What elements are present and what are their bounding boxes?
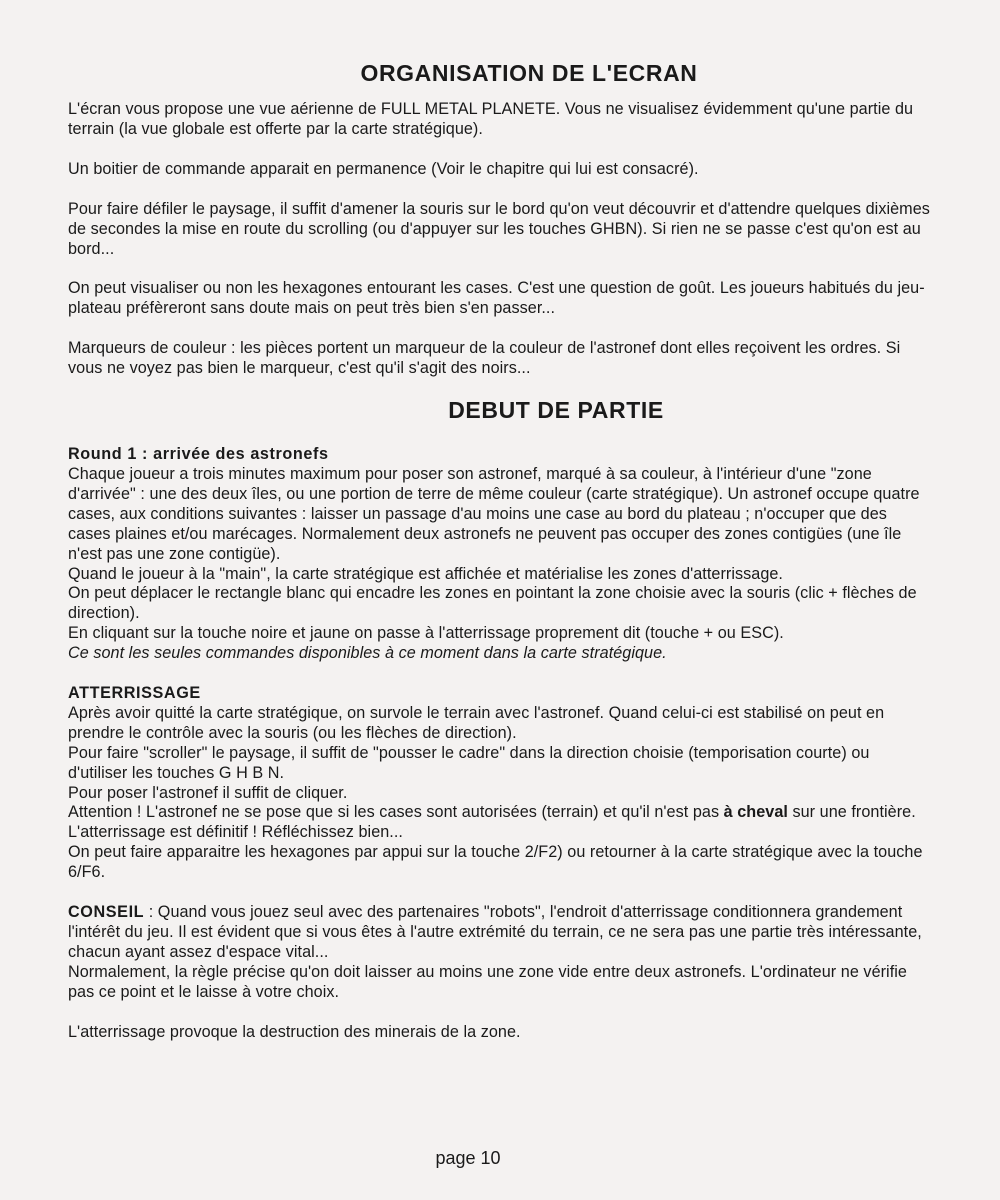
attention-before: Attention ! L'astronef ne se pose que si les cases sont autorisées (terrain) et qu'il n'est pas — [68, 803, 724, 822]
org-paragraph-3: Pour faire défiler le paysage, il suffit d'amener la souris sur le bord qu'on veut découvrir et d'attendre quelques dixièmes de secondes la mise en route du scrolling (ou d'appuyer sur les touches GHBN). Si rien ne se passe c'est qu'on est au bord... — [68, 199, 930, 258]
atterrissage-last-line: On peut faire apparaitre les hexagones par appui sur la touche 2/F2) ou retourner à la carte stratégique avec la touche 6/F6. — [68, 843, 923, 882]
round1-line-2: Quand le joueur à la "main", la carte stratégique est affichée et matérialise les zones d'atterrissage. — [68, 564, 783, 583]
page-footer — [0, 1148, 1000, 1169]
org-paragraph-5: Marqueurs de couleur : les pièces portent un marqueur de la couleur de l'astronef dont elles reçoivent les ordres. Si vous ne voyez pas bien le marqueur, c'est qu'il s'agit des noirs... — [68, 339, 901, 378]
round1-section — [68, 445, 930, 664]
heading-organisation: ORGANISATION DE L'ECRAN — [360, 60, 698, 86]
org-paragraph-1: L'écran vous propose une vue aérienne de FULL METAL PLANETE. Vous ne visualisez évidemment qu'une partie du terrain (la vue globale est offerte par la carte stratégique). — [68, 100, 914, 138]
attention-after: sur une frontière. L'atterrissage est définitif ! Réfléchissez bien... — [68, 803, 916, 842]
atterrissage-line-1: Après avoir quitté la carte stratégique, on survole le terrain avec l'astronef. Quand celui-ci est stabilisé on peut en prendre le contrôle avec la souris (ou les flèches de direction). — [68, 703, 885, 742]
round1-title: Round 1 : arrivée des astronefs — [68, 445, 329, 464]
final-paragraph: L'atterrissage provoque la destruction des minerais de la zone. — [68, 1022, 521, 1041]
atterrissage-line-2: Pour faire "scroller" le paysage, il suffit de "pousser le cadre" dans la direction choisie (temporisation courte) ou d'utiliser les touches G H B N. — [68, 743, 870, 782]
atterrissage-attention — [68, 803, 930, 843]
atterrissage-section — [68, 684, 930, 883]
conseil-label: CONSEIL — [68, 903, 145, 922]
conseil-text: : Quand vous jouez seul avec des partenaires "robots", l'endroit d'atterrissage conditionnera grandement l'intérêt du jeu. Il est évident que si vous êtes à l'autre extrémité du terrain, ce ne sera pas une partie très intéressante, chacun ayant assez d'espace vital... — [68, 903, 922, 961]
page-number: page 10 — [435, 1148, 501, 1168]
org-paragraph-2: Un boitier de commande apparait en permanence (Voir le chapitre qui lui est consacré). — [68, 159, 699, 178]
org-paragraph-4: On peut visualiser ou non les hexagones entourant les cases. C'est une question de goût. Les joueurs habitués du jeu-plateau préfèreront sans doute mais on peut très bien s'en passer... — [68, 279, 925, 318]
atterrissage-title: ATTERRISSAGE — [68, 684, 201, 703]
conseil-line-2: Normalement, la règle précise qu'on doit laisser au moins une zone vide entre deux astronefs. L'ordinateur ne vérifie pas ce point et le laisse à votre choix. — [68, 962, 907, 1001]
round1-italic-note: Ce sont les seules commandes disponibles à ce moment dans la carte stratégique. — [68, 644, 667, 663]
heading-debut-de-partie: DEBUT DE PARTIE — [448, 397, 664, 424]
attention-bold: à cheval — [723, 803, 788, 822]
round1-line-1: Chaque joueur a trois minutes maximum pour poser son astronef, marqué à sa couleur, à l'intérieur d'une "zone d'arrivée" : une des deux îles, ou une portion de terre de même couleur (carte stratégique). Un astronef occupe quatre cases, aux conditions suivantes : laisser un passage d'au moins une case au bord du plateau ; n'occuper que des cases plaines et/ou marécages. Normalement deux astronefs ne peuvent pas occuper des zones contigües (une île n'est pas une zone contigüe). — [68, 464, 920, 563]
round1-line-3: On peut déplacer le rectangle blanc qui encadre les zones en pointant la zone choisie avec la souris (clic + flèches de direction). — [68, 584, 917, 623]
conseil-line-1 — [68, 903, 930, 963]
atterrissage-line-3: Pour poser l'astronef il suffit de cliquer. — [68, 783, 348, 802]
conseil-section — [68, 903, 930, 1003]
round1-line-4: En cliquant sur la touche noire et jaune on passe à l'atterrissage proprement dit (touche + ou ESC). — [68, 624, 784, 643]
page-content — [68, 56, 930, 1063]
